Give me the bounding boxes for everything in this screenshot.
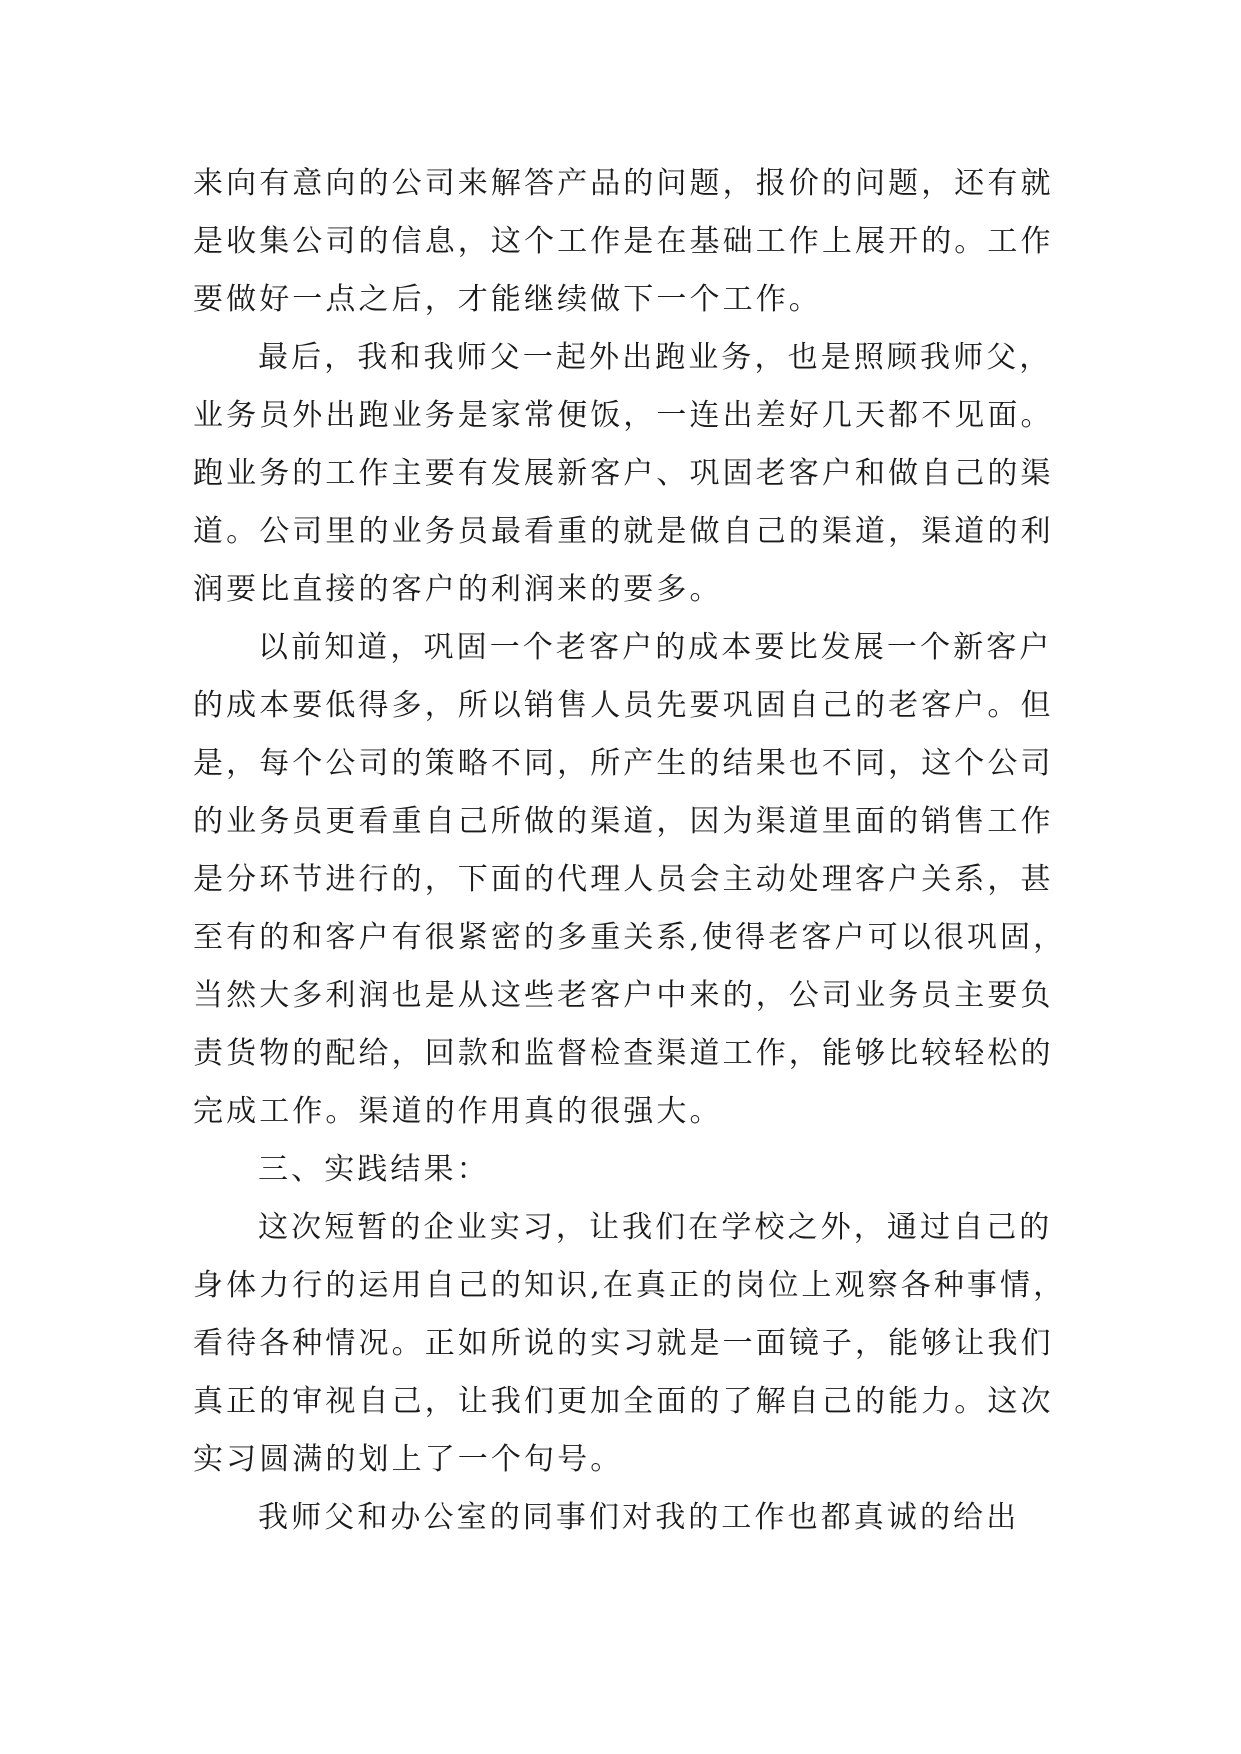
text-line: 实习圆满的划上了一个句号。	[193, 1442, 624, 1477]
text-line: 的业务员更看重自己所做的渠道，因为渠道里面的销售工作	[193, 804, 1054, 839]
paragraph-first-line: 这次短暂的企业实习，让我们在学校之外，通过自己的	[258, 1210, 1053, 1245]
text-line: 要做好一点之后，才能继续做下一个工作。	[193, 282, 822, 317]
text-line: 业务员外出跑业务是家常便饭，一连出差好几天都不见面。	[193, 398, 1054, 433]
text-line: 是分环节进行的，下面的代理人员会主动处理客户关系，甚	[193, 862, 1054, 897]
text-line: 道。公司里的业务员最看重的就是做自己的渠道，渠道的利	[193, 514, 1054, 549]
text-line: 完成工作。渠道的作用真的很强大。	[193, 1094, 723, 1129]
section-heading: 三、实践结果：	[258, 1152, 490, 1187]
paragraph-first-line: 以前知道，巩固一个老客户的成本要比发展一个新客户	[258, 630, 1053, 665]
text-line: 身体力行的运用自己的知识,在真正的岗位上观察各种事情，	[193, 1268, 1067, 1303]
text-line: 润要比直接的客户的利润来的要多。	[193, 572, 723, 607]
text-line: 是收集公司的信息，这个工作是在基础工作上展开的。工作	[193, 224, 1054, 259]
text-line: 当然大多利润也是从这些老客户中来的，公司业务员主要负	[193, 978, 1054, 1013]
text-line: 责货物的配给，回款和监督检查渠道工作，能够比较轻松的	[193, 1036, 1054, 1071]
text-line: 真正的审视自己，让我们更加全面的了解自己的能力。这次	[193, 1384, 1054, 1419]
text-line: 看待各种情况。正如所说的实习就是一面镜子，能够让我们	[193, 1326, 1054, 1361]
paragraph-first-line: 最后，我和我师父一起外出跑业务，也是照顾我师父，	[258, 340, 1053, 375]
text-line: 跑业务的工作主要有发展新客户、巩固老客户和做自己的渠	[193, 456, 1054, 491]
paragraph-first-line: 我师父和办公室的同事们对我的工作也都真诚的给出	[258, 1500, 1020, 1535]
text-line: 来向有意向的公司来解答产品的问题，报价的问题，还有就	[193, 166, 1054, 201]
document-body	[193, 155, 1067, 1547]
text-line: 至有的和客户有很紧密的多重关系,使得老客户可以很巩固，	[193, 920, 1067, 955]
text-line: 的成本要低得多，所以销售人员先要巩固自己的老客户。但	[193, 688, 1054, 723]
text-line: 是，每个公司的策略不同，所产生的结果也不同，这个公司	[193, 746, 1054, 781]
